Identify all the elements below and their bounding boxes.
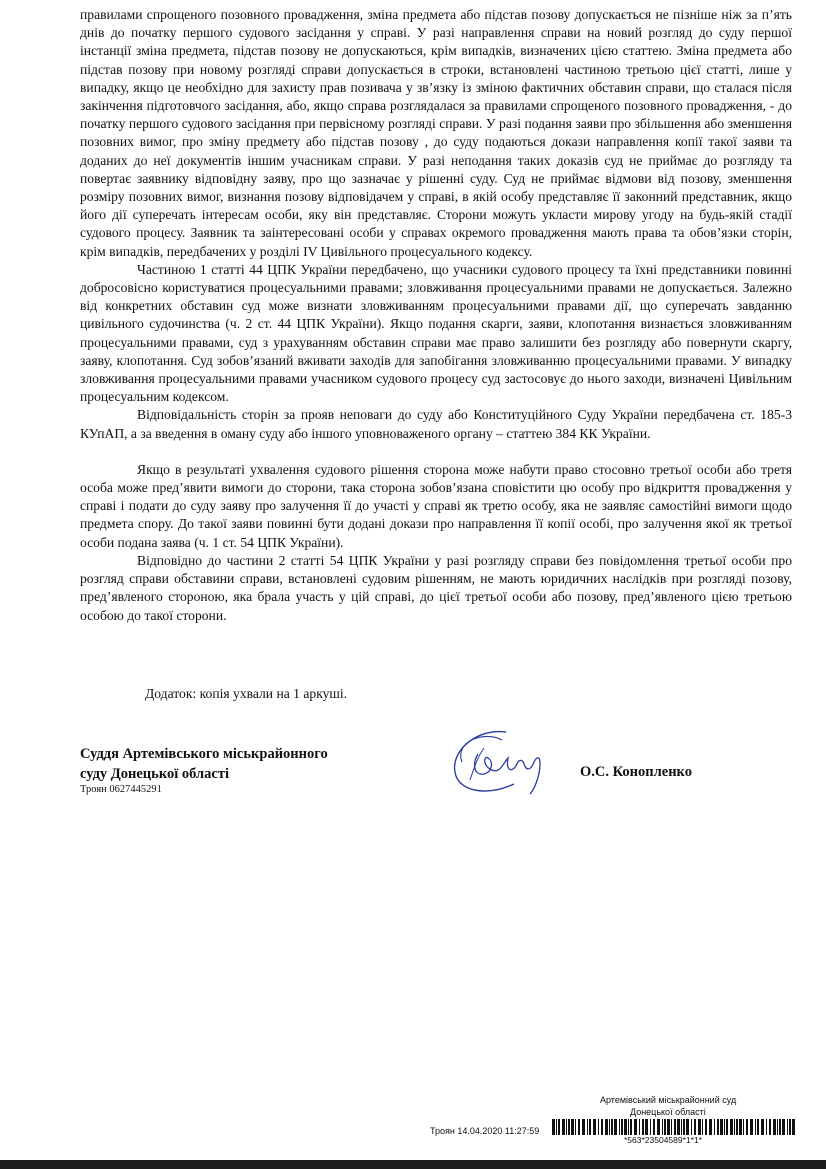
barcode-number: *563*23504589*1*1* (624, 1135, 702, 1145)
barcode-bar (575, 1119, 576, 1135)
attachment-note: Додаток: копія ухвали на 1 аркуші. (145, 686, 348, 701)
barcode-bar (739, 1119, 742, 1135)
barcode-bar (730, 1119, 733, 1135)
barcode-bar (624, 1119, 627, 1135)
document-body (80, 6, 792, 625)
signer-name: О.С. Конопленко (580, 764, 692, 780)
barcode-bar (628, 1119, 629, 1135)
barcode-bar (562, 1119, 565, 1135)
barcode-bar (650, 1119, 651, 1135)
barcode-bar (724, 1119, 725, 1135)
barcode-bar (605, 1119, 608, 1135)
barcode-bar (734, 1119, 735, 1135)
barcode-bar (609, 1119, 610, 1135)
barcode-bar (639, 1119, 640, 1135)
paragraph-4: Якщо в результаті ухвалення судового рішення сторона може набути право стосовно третьої особи або третя особа може пред’явити вимоги до сторони, така сторона зобов’язана сповістити цю особу про відкриття провадження у справі і подати до суду заяву про залучення її до участі у справі як третю особу, яка не заявляє самостійні вимоги щодо предмета спору. До такої заяви повинні бути додані докази про направлення її копії особі, про залучення якої як третьої особи подана заява (ч. 1 ст. 54 ЦПК України). (80, 461, 792, 550)
barcode-bar (582, 1119, 585, 1135)
barcode-bar (681, 1119, 682, 1135)
barcode-bar (757, 1119, 759, 1135)
barcode-bar (761, 1119, 764, 1135)
barcode-bar (645, 1119, 648, 1135)
barcode-bar (683, 1119, 685, 1135)
barcode-bar (709, 1119, 712, 1135)
barcode-bar (777, 1119, 778, 1135)
barcode-bar (601, 1119, 603, 1135)
barcode-bar (587, 1119, 588, 1135)
barcode-bar (782, 1119, 785, 1135)
barcode-bar (787, 1119, 788, 1135)
barcode-bar (556, 1119, 557, 1135)
paragraph-1: правилами спрощеного позовного провадження, зміна предмета або підстав позову допускається не пізніше ніж за п’ять днів до початку першого судового засідання у справі. У разі направлення справи на новий розгляд до суду першої інстанції зміна предмета, підстав позову не допускаються, крім випадків, визначених цією статтею. Зміна предмета або підстав позову при новому розгляді справи допускається в строки, встановлені частиною третьою цієї статті, лише у випадку, якщо це необхідно для захисту прав позивача у зв’язку із зміною фактичних обставин справи, що сталася після закінчення підготовчого засідання, або, якщо справа розглядалася за правилами спрощеного позовного провадження, - до початку першого судового засідання при первісному розгляді справи. У разі подання заяви про збільшення або зменшення позовних вимог, про зміну предмету або підстав позову , до суду подаються докази направлення копії такої заяви та доданих до неї документів іншим учасникам справи. У разі неподання таких доказів суд не приймає до розгляду та повертає заявнику відповідну заяву, про що зазначає у рішенні суду. Суд не приймає відмови від позову, зменшення розміру позовних вимог, визнання позову відповідачем у справі, в якій особу представляє її законний представник, якщо його дії суперечать інтересам особи, яку він представляє. Сторони можуть укласти мирову угоду на будь-якій стадії судового процесу. Заявник та заінтересовані особи у справах окремого провадження мають права та обов’язки сторін, крім випадків, передбачених у розділі IV Цивільного процесуального кодексу. (80, 7, 792, 259)
barcode-bar (589, 1119, 591, 1135)
barcode-bar (619, 1119, 620, 1135)
stamp-timestamp: Троян 14.04.2020 11:27:59 (430, 1126, 540, 1136)
paragraph-3: Відповідальність сторін за прояв неповаги до суду або Конституційного Суду України передбачена ст. 185-3 КУпАП, а за введення в оману суду або іншого уповноваженого органу – статтею 384 КК України. (80, 407, 792, 441)
barcode-bar (593, 1119, 596, 1135)
barcode-bar (773, 1119, 776, 1135)
barcode-bar (664, 1119, 666, 1135)
barcode-bar (714, 1119, 715, 1135)
barcode-bar (694, 1119, 696, 1135)
barcode-bar (634, 1119, 637, 1135)
barcode-bar (769, 1119, 771, 1135)
barcode-bar (653, 1119, 655, 1135)
barcode-bar (558, 1119, 560, 1135)
paragraph-5: Відповідно до частини 2 статті 54 ЦПК України у разі розгляду справи без повідомлення третьої особи про розгляд справи обставини справи, встановлені судовим рішенням, не мають юридичних наслідків при розгляді позову, пред’явленого стороною, яка брала участь у цій справі, до цієї третьої особи або позову, пред’явленого цією третьою особою до такої сторони. (80, 552, 792, 623)
barcode-bar (578, 1119, 580, 1135)
scan-edge (0, 1160, 826, 1169)
barcode-bar (720, 1119, 723, 1135)
barcode-bar (552, 1119, 555, 1135)
barcode-bar (677, 1119, 680, 1135)
barcode-bar (598, 1119, 599, 1135)
stamp-court-region: Донецької області (630, 1107, 706, 1117)
barcode-bar (630, 1119, 632, 1135)
barcode-bar (568, 1119, 570, 1135)
barcode-bar (621, 1119, 623, 1135)
barcode-bar (614, 1119, 617, 1135)
barcode-bar (789, 1119, 791, 1135)
stamp-court-name: Артемівський міськрайонний суд (600, 1095, 737, 1105)
barcode-bar (657, 1119, 660, 1135)
barcode-bar (691, 1119, 692, 1135)
barcode-bar (611, 1119, 613, 1135)
signer-title-line-1: Суддя Артемівського міськрайонного (80, 746, 328, 762)
barcode-bar (667, 1119, 670, 1135)
signer-title-line-2: суду Донецької області (80, 766, 230, 782)
barcode-bar (702, 1119, 703, 1135)
barcode-bar (705, 1119, 707, 1135)
barcode-bar (662, 1119, 663, 1135)
barcode-bar (736, 1119, 738, 1135)
barcode-bar (779, 1119, 781, 1135)
barcode-bar (674, 1119, 676, 1135)
barcode-bar (686, 1119, 689, 1135)
registry-stamp (430, 1093, 800, 1151)
handwritten-signature (444, 724, 564, 802)
barcode-bar (750, 1119, 753, 1135)
barcode-bar (698, 1119, 701, 1135)
barcode-bar (755, 1119, 756, 1135)
signer-title (80, 744, 328, 784)
barcode-bar (671, 1119, 672, 1135)
barcode-bar (726, 1119, 728, 1135)
barcode-bar (743, 1119, 744, 1135)
barcode-bar (766, 1119, 767, 1135)
barcode (552, 1119, 798, 1135)
paragraph-2: Частиною 1 статті 44 ЦПК України передбачено, що учасники судового процесу та їхні представники повинні добросовісно користуватися процесуальними правами; зловживання процесуальними правами не допускається. Залежно від конкретних обставин суд може визнати зловживанням процесуальними правами дії, що суперечать завданню цивільного судочинства (ч. 2 ст. 44 ЦПК України). Якщо подання скарги, заяви, клопотання визнається зловживанням процесуальними правами, суд з урахуванням обставин справи має право залишити без розгляду або повернути скаргу, заяву, клопотання. Суд зобов’язаний вживати заходів для запобігання зловживанню процесуальними правами. У випадку зловживання процесуальними правами учасником судового процесу суд застосовує до нього заходи, визначені Цивільним процесуальним кодексом. (80, 261, 792, 405)
barcode-bar (792, 1119, 795, 1135)
barcode-bar (642, 1119, 644, 1135)
barcode-bar (571, 1119, 574, 1135)
barcode-bar (746, 1119, 748, 1135)
signer-contact: Троян 0627445291 (80, 784, 162, 795)
barcode-bar (566, 1119, 567, 1135)
barcode-bar (717, 1119, 719, 1135)
